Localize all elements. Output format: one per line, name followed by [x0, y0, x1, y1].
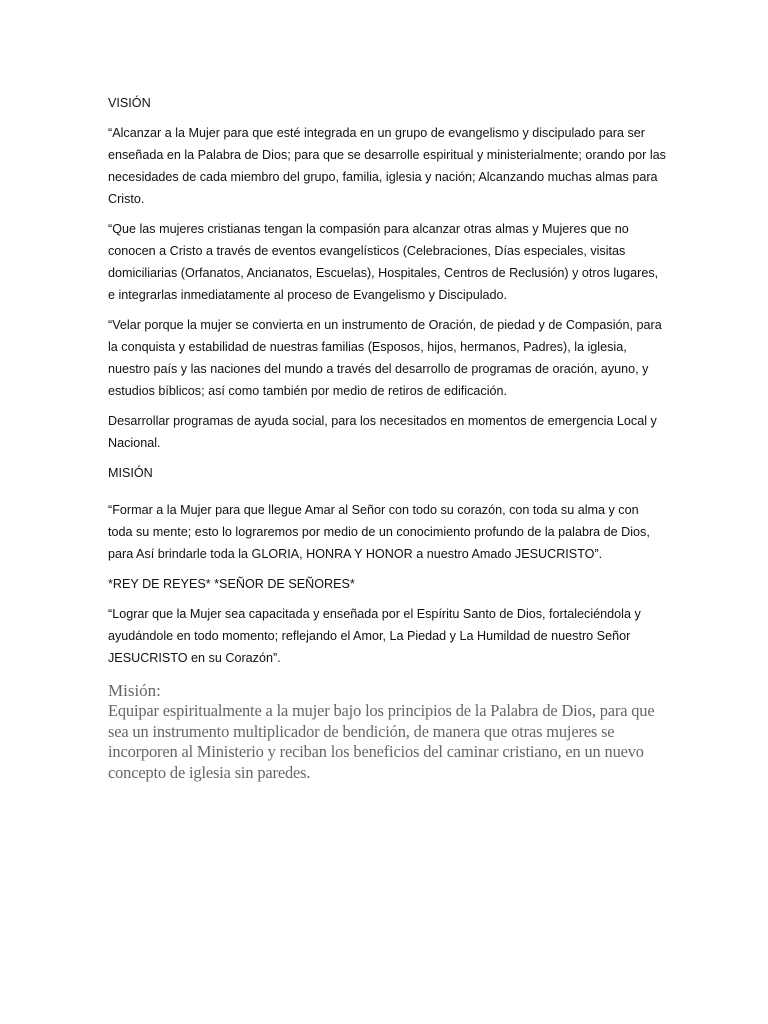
king-paragraph: “Lograr que la Mujer sea capacitada y enseñada por el Espíritu Santo de Dios, fortaleciéndola y ayudándole en todo momento; reflejando el Amor, La Piedad y La Humildad de nuestro Señor JESUCRISTO en su Corazón”.: [108, 607, 641, 665]
document-page: [108, 92, 666, 783]
vision-paragraph-2: “Que las mujeres cristianas tengan la compasión para alcanzar otras almas y Mujeres que no conocen a Cristo a través de eventos evangelísticos (Celebraciones, Días especiales, visitas domiciliarias (Orfanatos, Ancianatos, Escuelas), Hospitales, Centros de Reclusión) y otros lugares, e integrarlas inmediatamente al proceso de Evangelismo y Discipulado.: [108, 222, 659, 302]
mission-heading: MISIÓN: [108, 466, 153, 480]
king-heading: *REY DE REYES* *SEÑOR DE SEÑORES*: [108, 577, 355, 591]
mision-section: [108, 681, 666, 783]
mission-paragraph: “Formar a la Mujer para que llegue Amar al Señor con todo su corazón, con toda su alma y con toda su mente; esto lo lograremos por medio de un conocimiento profundo de la palabra de Dios, para Así brindarle toda la GLORIA, HONRA Y HONOR a nuestro Amado JESUCRISTO”.: [108, 503, 650, 561]
mision-body: Equipar espiritualmente a la mujer bajo los principios de la Palabra de Dios, para que sea un instrumento multiplicador de bendición, de manera que otras mujeres se incorporen al Ministerio y reciban los beneficios del caminar cristiano, en un nuevo concepto de iglesia sin paredes.: [108, 701, 655, 782]
vision-paragraph-1: “Alcanzar a la Mujer para que esté integrada en un grupo de evangelismo y discipulado para ser enseñada en la Palabra de Dios; para que se desarrolle espiritual y ministerialmente; orando por las necesidades de cada miembro del grupo, familia, iglesia y nación; Alcanzando muchas almas para Cristo.: [108, 126, 666, 206]
vision-heading: VISIÓN: [108, 96, 151, 110]
vision-paragraph-4: Desarrollar programas de ayuda social, para los necesitados en momentos de emergencia Local y Nacional.: [108, 414, 657, 450]
mision-title: Misión:: [108, 681, 161, 700]
vision-paragraph-3: “Velar porque la mujer se convierta en un instrumento de Oración, de piedad y de Compasión, para la conquista y estabilidad de nuestras familias (Esposos, hijos, hermanos, Padres), la iglesia, nuestro país y las naciones del mundo a través del desarrollo de programas de oración, ayuno, y estudios bíblicos; así como también por medio de retiros de edificación.: [108, 318, 662, 398]
